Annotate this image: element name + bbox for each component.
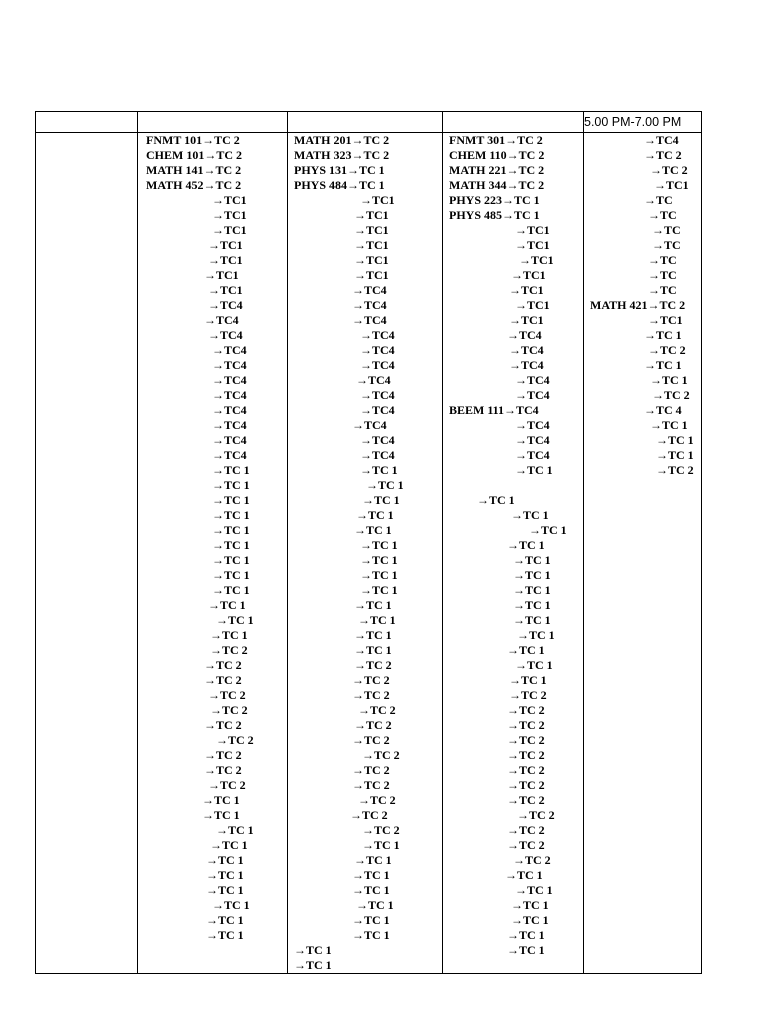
schedule-entry: →TC (652, 238, 681, 252)
schedule-entry: →TC1 (354, 208, 389, 222)
schedule-entry: →TC4 (360, 358, 395, 372)
column-2-cell (288, 133, 443, 974)
schedule-entry: →TC4 (360, 403, 395, 417)
schedule-entry: →TC 2 (652, 388, 690, 402)
schedule-entry: →TC (644, 193, 673, 207)
schedule-entry: MATH 344→TC 2 (449, 178, 545, 192)
schedule-entry: →TC1 (354, 223, 389, 237)
column-4-cell (584, 133, 702, 974)
schedule-entry: →TC 2 (362, 748, 400, 762)
schedule-entry: →TC 2 (204, 748, 242, 762)
schedule-entry: →TC4 (515, 448, 550, 462)
schedule-entry: →TC4 (360, 448, 395, 462)
schedule-entry: →TC4 (208, 328, 243, 342)
schedule-entry: →TC 1 (202, 808, 240, 822)
schedule-entry: →TC (648, 268, 677, 282)
schedule-entry: →TC 1 (212, 583, 250, 597)
schedule-entry: →TC 2 (650, 163, 688, 177)
schedule-entry: →TC 1 (212, 493, 250, 507)
header-cell-1 (36, 112, 138, 133)
schedule-entry: →TC4 (352, 313, 387, 327)
schedule-entry: FNMT 301→TC 2 (449, 133, 543, 147)
schedule-entry: MATH 452→TC 2 (146, 178, 242, 192)
schedule-entry: PHYS 485→TC 1 (449, 208, 540, 222)
schedule-entry: →TC 1 (515, 463, 553, 477)
schedule-entry: →TC4 (515, 433, 550, 447)
schedule-entry: →TC 2 (507, 748, 545, 762)
schedule-entry: →TC (648, 208, 677, 222)
schedule-entry: →TC4 (212, 433, 247, 447)
schedule-entry: →TC4 (360, 433, 395, 447)
schedule-entry: →TC 1 (360, 568, 398, 582)
schedule-entry: →TC 1 (210, 628, 248, 642)
header-cell-4 (443, 112, 584, 133)
schedule-entry: →TC 1 (212, 898, 250, 912)
schedule-entry: →TC 1 (511, 898, 549, 912)
schedule-entry: →TC 2 (352, 673, 390, 687)
header-cell-3 (288, 112, 443, 133)
schedule-entry: →TC 1 (513, 583, 551, 597)
schedule-entry: →TC 1 (212, 553, 250, 567)
schedule-entry: →TC 1 (644, 358, 682, 372)
schedule-entry: →TC 1 (354, 853, 392, 867)
schedule-entry: →TC 2 (352, 733, 390, 747)
schedule-entry: MATH 323→TC 2 (294, 148, 390, 162)
schedule-entry: →TC 2 (644, 148, 682, 162)
schedule-entry: →TC 2 (507, 823, 545, 837)
schedule-entry: →TC4 (356, 373, 391, 387)
schedule-entry: →TC 1 (206, 853, 244, 867)
schedule-entry: →TC 2 (358, 793, 396, 807)
schedule-entry: →TC 2 (210, 703, 248, 717)
schedule-entry: PHYS 484→TC 1 (294, 178, 385, 192)
schedule-entry: →TC 2 (204, 658, 242, 672)
schedule-entry: →TC 1 (212, 523, 250, 537)
schedule-entry: →TC1 (515, 223, 550, 237)
schedule-entry: →TC4 (509, 358, 544, 372)
schedule-entry: →TC 1 (507, 943, 545, 957)
schedule-entry: →TC 1 (517, 628, 555, 642)
schedule-entry: →TC1 (354, 268, 389, 282)
schedule-entry: →TC 2 (204, 673, 242, 687)
schedule-entry: →TC4 (204, 313, 239, 327)
schedule-entry: →TC 1 (358, 613, 396, 627)
schedule-entry: →TC4 (212, 403, 247, 417)
schedule-entry: →TC 1 (505, 868, 543, 882)
schedule-entry: →TC (648, 253, 677, 267)
schedule-entry: BEEM 111→TC4 (449, 403, 539, 417)
schedule-entry: →TC 2 (208, 778, 246, 792)
schedule-entry: →TC1 (654, 178, 689, 192)
schedule-entry: MATH 221→TC 2 (449, 163, 545, 177)
schedule-entry: PHYS 131→TC 1 (294, 163, 385, 177)
schedule-entry: →TC 2 (352, 778, 390, 792)
schedule-entry: →TC 1 (356, 898, 394, 912)
schedule-entry: →TC4 (212, 358, 247, 372)
schedule-entry: →TC 2 (507, 763, 545, 777)
schedule-entry: →TC1 (515, 238, 550, 252)
schedule-entry: →TC 2 (354, 658, 392, 672)
schedule-entry: →TC1 (515, 298, 550, 312)
schedule-entry: →TC (652, 223, 681, 237)
schedule-entry: →TC 2 (507, 733, 545, 747)
schedule-entry: →TC 1 (360, 553, 398, 567)
schedule-entry: →TC 1 (294, 943, 332, 957)
column-1-cell (138, 133, 288, 974)
schedule-entry: →TC 1 (352, 928, 390, 942)
schedule-entry: →TC1 (208, 283, 243, 297)
schedule-entry: →TC 2 (656, 463, 694, 477)
schedule-entry: CHEM 110→TC 2 (449, 148, 545, 162)
schedule-entry: →TC 1 (208, 598, 246, 612)
schedule-entry: →TC 1 (352, 913, 390, 927)
schedule-entry: →TC 4 (644, 403, 682, 417)
schedule-entry: →TC 1 (529, 523, 567, 537)
schedule-entry: →TC4 (360, 343, 395, 357)
schedule-entry: →TC1 (354, 253, 389, 267)
column-4-list (584, 133, 701, 478)
header-row (36, 112, 702, 133)
schedule-entry: →TC4 (352, 283, 387, 297)
schedule-entry: →TC4 (509, 343, 544, 357)
schedule-entry: →TC 1 (477, 493, 515, 507)
schedule-entry: →TC1 (204, 268, 239, 282)
schedule-entry: →TC 1 (356, 508, 394, 522)
schedule-entry: →TC 1 (206, 913, 244, 927)
schedule-entry: →TC 1 (360, 463, 398, 477)
schedule-entry: →TC 1 (513, 598, 551, 612)
column-3-cell (443, 133, 584, 974)
schedule-entry: →TC 2 (513, 853, 551, 867)
schedule-entry: →TC 1 (212, 568, 250, 582)
schedule-entry: →TC 2 (216, 733, 254, 747)
schedule-entry: →TC 1 (650, 373, 688, 387)
schedule-entry: →TC 1 (513, 553, 551, 567)
schedule-entry: →TC 2 (507, 778, 545, 792)
schedule-entry: →TC 1 (354, 643, 392, 657)
schedule-entry: →TC 1 (362, 838, 400, 852)
schedule-entry: →TC4 (212, 388, 247, 402)
schedule-entry: →TC 2 (507, 718, 545, 732)
schedule-entry: →TC 1 (656, 448, 694, 462)
schedule-entry: →TC 1 (650, 418, 688, 432)
schedule-entry: →TC 2 (358, 703, 396, 717)
schedule-entry: →TC1 (360, 193, 395, 207)
schedule-entry: →TC 2 (507, 703, 545, 717)
schedule-entry: →TC4 (507, 328, 542, 342)
schedule-entry: →TC 2 (208, 688, 246, 702)
schedule-entry: →TC4 (212, 343, 247, 357)
schedule-row (36, 133, 702, 974)
schedule-entry: →TC 2 (509, 688, 547, 702)
schedule-entry: →TC 2 (507, 793, 545, 807)
schedule-entry: →TC1 (509, 283, 544, 297)
schedule-entry: →TC 1 (354, 628, 392, 642)
schedule-entry: →TC1 (208, 238, 243, 252)
schedule-entry: →TC 1 (206, 928, 244, 942)
schedule-entry: →TC 1 (656, 433, 694, 447)
schedule-entry: →TC 1 (206, 868, 244, 882)
schedule-entry: →TC 2 (517, 808, 555, 822)
schedule-entry: MATH 201→TC 2 (294, 133, 390, 147)
schedule-entry: →TC4 (360, 388, 395, 402)
schedule-entry: →TC 1 (354, 523, 392, 537)
schedule-entry: PHYS 223→TC 1 (449, 193, 540, 207)
schedule-entry: →TC1 (519, 253, 554, 267)
schedule-entry: →TC1 (212, 193, 247, 207)
schedule-entry: →TC4 (515, 373, 550, 387)
schedule-entry: →TC 1 (216, 613, 254, 627)
schedule-entry: →TC 1 (210, 838, 248, 852)
schedule-entry: →TC 1 (513, 613, 551, 627)
schedule-entry: →TC1 (648, 313, 683, 327)
schedule-entry: →TC 1 (212, 508, 250, 522)
schedule-entry: →TC 1 (212, 463, 250, 477)
schedule-entry: →TC 1 (515, 883, 553, 897)
column-1-list (138, 133, 287, 943)
schedule-entry: MATH 141→TC 2 (146, 163, 242, 177)
schedule-entry: →TC 1 (202, 793, 240, 807)
schedule-entry: →TC 1 (507, 928, 545, 942)
schedule-entry: →TC 2 (352, 763, 390, 777)
schedule-entry: →TC 1 (206, 883, 244, 897)
schedule-entry: →TC1 (208, 253, 243, 267)
schedule-entry: →TC4 (208, 298, 243, 312)
schedule-entry: CHEM 101→TC 2 (146, 148, 242, 162)
column-3-list (443, 133, 583, 958)
schedule-entry: →TC 1 (644, 328, 682, 342)
schedule-entry: →TC 1 (366, 478, 404, 492)
header-time-cell: 5.00 PM-7.00 PM (584, 112, 702, 133)
schedule-entry: →TC 2 (507, 838, 545, 852)
schedule-entry: →TC 2 (204, 763, 242, 777)
schedule-entry: →TC4 (212, 448, 247, 462)
schedule-entry: →TC 2 (210, 643, 248, 657)
schedule-entry: →TC 2 (352, 688, 390, 702)
schedule-entry: →TC 1 (511, 913, 549, 927)
schedule-entry: →TC 1 (362, 493, 400, 507)
header-cell-2 (138, 112, 288, 133)
schedule-entry: MATH 421→TC 2 (590, 298, 686, 312)
schedule-entry: →TC4 (352, 418, 387, 432)
schedule-entry: FNMT 101→TC 2 (146, 133, 240, 147)
schedule-entry: →TC 1 (352, 868, 390, 882)
schedule-entry: →TC4 (515, 418, 550, 432)
schedule-entry: →TC4 (352, 298, 387, 312)
schedule-entry: →TC1 (212, 223, 247, 237)
schedule-entry: →TC1 (354, 238, 389, 252)
schedule-entry (443, 478, 583, 493)
schedule-entry: →TC 1 (294, 958, 332, 972)
schedule-entry: →TC4 (515, 388, 550, 402)
schedule-entry: →TC (648, 283, 677, 297)
schedule-entry: →TC 1 (511, 508, 549, 522)
schedule-entry: →TC 2 (362, 823, 400, 837)
schedule-entry: →TC 1 (354, 598, 392, 612)
schedule-entry: →TC 1 (352, 883, 390, 897)
schedule-entry: →TC 1 (212, 538, 250, 552)
schedule-entry: →TC1 (511, 268, 546, 282)
empty-label-cell (36, 133, 138, 974)
schedule-entry: →TC 1 (513, 568, 551, 582)
schedule-entry: →TC4 (212, 418, 247, 432)
schedule-entry: →TC4 (212, 373, 247, 387)
schedule-entry: →TC1 (212, 208, 247, 222)
schedule-entry: →TC 2 (204, 718, 242, 732)
schedule-entry: →TC1 (509, 313, 544, 327)
schedule-table (35, 111, 702, 974)
schedule-entry: →TC 1 (507, 538, 545, 552)
schedule-entry: →TC4 (360, 328, 395, 342)
schedule-entry: →TC4 (644, 133, 679, 147)
schedule-entry: →TC 2 (648, 343, 686, 357)
schedule-entry: →TC 1 (515, 658, 553, 672)
column-2-list (288, 133, 442, 973)
schedule-entry: →TC 1 (360, 538, 398, 552)
schedule-entry: →TC 2 (354, 718, 392, 732)
schedule-entry: →TC 1 (216, 823, 254, 837)
schedule-entry: →TC 1 (507, 643, 545, 657)
schedule-entry: →TC 1 (360, 583, 398, 597)
schedule-entry: →TC 2 (350, 808, 388, 822)
schedule-entry: →TC 1 (212, 478, 250, 492)
schedule-entry: →TC 1 (509, 673, 547, 687)
